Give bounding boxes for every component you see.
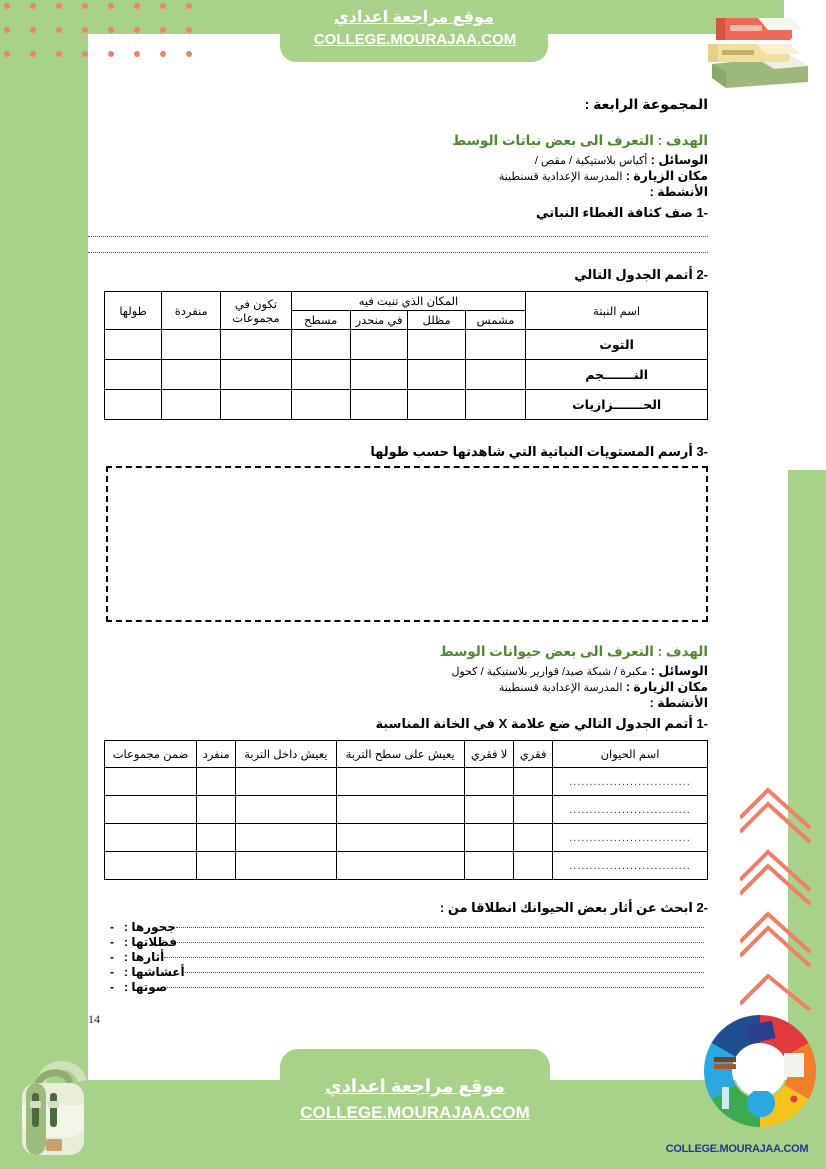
- table-row: [105, 852, 708, 880]
- section1-means: [88, 152, 708, 167]
- table-row: [105, 796, 708, 824]
- section1-visit: [88, 168, 708, 183]
- bullet-dash: -: [110, 935, 114, 949]
- section2-question-1: [88, 716, 708, 732]
- section1-question-2: [88, 267, 708, 283]
- plant-answer-cell[interactable]: [350, 330, 408, 360]
- decoration-dot: [108, 3, 114, 9]
- decoration-dot: [82, 51, 88, 57]
- animals-table: [104, 740, 708, 880]
- animal-checkbox-cell[interactable]: [336, 796, 464, 824]
- plant-answer-cell[interactable]: [350, 390, 408, 420]
- bullet-label: أعشاشها :: [124, 965, 185, 979]
- plant-answer-cell[interactable]: [291, 390, 350, 420]
- decoration-dot: [108, 51, 114, 57]
- table-row: [105, 824, 708, 852]
- section-animals: [88, 644, 708, 994]
- bullet-answer-line[interactable]: [185, 972, 704, 973]
- bullet-answer-line[interactable]: [167, 987, 704, 988]
- plant-answer-cell[interactable]: [291, 330, 350, 360]
- plant-answer-cell[interactable]: [105, 330, 162, 360]
- animal-checkbox-cell[interactable]: [197, 852, 236, 880]
- drawing-answer-box[interactable]: [106, 466, 708, 622]
- animal-checkbox-cell[interactable]: [197, 768, 236, 796]
- decoration-dot: [160, 51, 166, 57]
- page-number: 14: [88, 1012, 100, 1026]
- footer-site-url: COLLEGE.MOURAJAA.COM: [300, 1103, 530, 1122]
- decoration-dot: [30, 27, 36, 33]
- education-logo-icon: [696, 1007, 824, 1135]
- section1-q1-text: صف كثافة الغطاء النباتي: [536, 205, 693, 220]
- plant-answer-cell[interactable]: [465, 390, 526, 420]
- stacked-books-illustration: [696, 8, 812, 94]
- plant-name-cell: التوت: [526, 330, 708, 360]
- plant-answer-cell[interactable]: [465, 360, 526, 390]
- section2-means-label: الوسائل :: [650, 664, 708, 678]
- animals-col-6: ضمن مجموعات: [105, 741, 197, 768]
- section1-visit-value: المدرسة الإعدادية قسنطينة: [498, 171, 623, 183]
- animals-table-header-row: [105, 741, 708, 768]
- bullet-label: أثارها :: [124, 950, 165, 964]
- animal-checkbox-cell[interactable]: [236, 768, 336, 796]
- section2-means-value: مكبرة / شبكة صيد/ قوارير بلاستيكية / كحول: [451, 666, 648, 678]
- plant-answer-cell[interactable]: [465, 330, 526, 360]
- plant-name-cell: الحـــــــزازيات: [526, 390, 708, 420]
- bullet-answer-line[interactable]: [176, 927, 704, 928]
- animal-checkbox-cell[interactable]: [336, 824, 464, 852]
- animal-checkbox-cell[interactable]: [105, 852, 197, 880]
- answer-line-1a[interactable]: [88, 235, 708, 237]
- table-row: [105, 330, 708, 360]
- footer-site-name: موقع مراجعة اعدادي: [325, 1076, 505, 1096]
- plant-answer-cell[interactable]: [105, 360, 162, 390]
- decoration-dot: [56, 27, 62, 33]
- header-site-url: COLLEGE.MOURAJAA.COM: [313, 31, 517, 48]
- animal-checkbox-cell[interactable]: [105, 796, 197, 824]
- animal-checkbox-cell[interactable]: [464, 824, 513, 852]
- decoration-dot: [82, 3, 88, 9]
- chevron-decoration: [740, 770, 826, 1010]
- section2-q1-number: 1-: [696, 716, 708, 731]
- decoration-dot: [186, 3, 192, 9]
- plant-answer-cell[interactable]: [105, 390, 162, 420]
- plants-place-sunny: مشمس: [465, 311, 526, 330]
- list-item: [104, 980, 708, 994]
- trace-bullet-list: [104, 920, 708, 994]
- animal-name-input-cell[interactable]: ..............................: [553, 852, 708, 880]
- bullet-answer-line[interactable]: [164, 957, 704, 958]
- plant-answer-cell[interactable]: [291, 360, 350, 390]
- decoration-dot: [82, 27, 88, 33]
- list-item: [104, 935, 708, 949]
- animals-col-4: يعيش داخل التربة: [236, 741, 336, 768]
- decoration-dot: [4, 27, 10, 33]
- bullet-dash: -: [110, 980, 114, 994]
- animal-checkbox-cell[interactable]: [105, 824, 197, 852]
- decoration-dot: [56, 51, 62, 57]
- worksheet-content: [88, 96, 708, 995]
- animals-col-2: لا فقري: [464, 741, 513, 768]
- plants-col-length: طولها: [105, 292, 162, 330]
- section1-q1-number: 1-: [696, 205, 708, 220]
- section2-visit: [88, 679, 708, 694]
- animal-checkbox-cell[interactable]: [464, 768, 513, 796]
- group-title: المجموعة الرابعة :: [584, 96, 708, 112]
- decoration-dot: [160, 27, 166, 33]
- plants-col-place-group: المكان الذي تنبت فيه: [291, 292, 526, 311]
- section1-q3-text: أرسم المستويات النباتية التي شاهدتها حسب طولها: [370, 444, 693, 459]
- animal-checkbox-cell[interactable]: [514, 852, 553, 880]
- bullet-label: جحورها :: [124, 920, 176, 934]
- bullet-dash: -: [110, 920, 114, 934]
- plant-answer-cell[interactable]: [221, 390, 291, 420]
- animal-checkbox-cell[interactable]: [336, 852, 464, 880]
- section2-goal: الهدف : التعرف الى بعض حيوانات الوسط: [439, 644, 708, 659]
- animals-col-1: فقري: [514, 741, 553, 768]
- section1-means-label: الوسائل :: [650, 153, 708, 167]
- decoration-dot: [30, 51, 36, 57]
- section2-q2-number: 2-: [696, 900, 708, 915]
- decoration-dot: [56, 3, 62, 9]
- plants-col-name: اسم النبتة: [526, 292, 708, 330]
- section1-q3-number: 3-: [696, 444, 708, 459]
- section1-visit-label: مكان الزيارة :: [625, 169, 708, 183]
- animal-checkbox-cell[interactable]: [336, 768, 464, 796]
- section1-activities-label: الأنشطة :: [649, 185, 708, 199]
- animal-checkbox-cell[interactable]: [514, 768, 553, 796]
- animal-checkbox-cell[interactable]: [514, 796, 553, 824]
- section2-question-2: [88, 900, 708, 916]
- section1-q2-number: 2-: [696, 267, 708, 282]
- header-site-name: موقع مراجعة اعدادي: [334, 9, 494, 26]
- section2-activities-label: الأنشطة :: [649, 696, 708, 710]
- list-item: [104, 920, 708, 934]
- plant-answer-cell[interactable]: [221, 360, 291, 390]
- section1-q2-text: أتمم الجدول التالي: [574, 267, 693, 282]
- plant-answer-cell[interactable]: [350, 360, 408, 390]
- section2-q2-text: ابحث عن أثار بعض الحيوانك انطلاقا من :: [439, 900, 693, 915]
- plant-answer-cell[interactable]: [162, 330, 221, 360]
- decoration-dot: [30, 3, 36, 9]
- animal-checkbox-cell[interactable]: [514, 824, 553, 852]
- list-item: [104, 950, 708, 964]
- table-row: [105, 360, 708, 390]
- plant-answer-cell[interactable]: [408, 390, 465, 420]
- plant-name-cell: النـــــــجم: [526, 360, 708, 390]
- list-item: [104, 965, 708, 979]
- decoration-dot: [186, 27, 192, 33]
- bullet-answer-line[interactable]: [177, 942, 704, 943]
- animal-checkbox-cell[interactable]: [197, 824, 236, 852]
- animal-checkbox-cell[interactable]: [236, 824, 336, 852]
- decoration-dot: [134, 27, 140, 33]
- dot-pattern-decoration: [0, 0, 215, 58]
- animal-checkbox-cell[interactable]: [236, 796, 336, 824]
- decoration-dot: [186, 51, 192, 57]
- table-row: [105, 390, 708, 420]
- answer-line-1b[interactable]: [88, 251, 708, 253]
- decoration-dot: [160, 3, 166, 9]
- plants-place-shaded: مظلل: [408, 311, 465, 330]
- animal-checkbox-cell[interactable]: [236, 852, 336, 880]
- left-green-band: [0, 0, 88, 1110]
- bullet-dash: -: [110, 950, 114, 964]
- animal-checkbox-cell[interactable]: [464, 796, 513, 824]
- animals-col-5: منفرد: [197, 741, 236, 768]
- plants-table: [104, 291, 708, 420]
- bullet-dash: -: [110, 965, 114, 979]
- animal-name-input-cell[interactable]: ..............................: [553, 824, 708, 852]
- section2-means: [88, 663, 708, 678]
- backpack-illustration: [8, 1053, 128, 1163]
- bullet-label: فظلاتها :: [124, 935, 177, 949]
- animals-col-3: يعيش على سطح التربة: [336, 741, 464, 768]
- section2-q1-text: أتمم الجدول التالي ضع علامة X في الخانة المناسبة: [375, 716, 693, 731]
- plant-answer-cell[interactable]: [408, 330, 465, 360]
- section1-question-1: [88, 205, 708, 221]
- decoration-dot: [4, 3, 10, 9]
- decoration-dot: [134, 51, 140, 57]
- plant-answer-cell[interactable]: [408, 360, 465, 390]
- section2-visit-label: مكان الزيارة :: [625, 680, 708, 694]
- animal-name-input-cell[interactable]: ..............................: [553, 768, 708, 796]
- plants-col-groups: تكون في مجموعات: [221, 292, 291, 330]
- logo-caption: COLLEGE.MOURAJAA.COM: [665, 1143, 809, 1155]
- plant-answer-cell[interactable]: [162, 360, 221, 390]
- decoration-dot: [108, 27, 114, 33]
- plants-place-slope: في منحدر: [350, 311, 408, 330]
- animal-checkbox-cell[interactable]: [197, 796, 236, 824]
- plants-col-single: منفردة: [162, 292, 221, 330]
- section1-question-3: [88, 444, 708, 460]
- table-row: [105, 768, 708, 796]
- section2-visit-value: المدرسة الإعدادية قسنطينة: [498, 682, 623, 694]
- plant-answer-cell[interactable]: [221, 330, 291, 360]
- section1-goal: الهدف : التعرف الى بعض نباتات الوسط: [452, 133, 708, 148]
- bullet-label: صوتها :: [124, 980, 168, 994]
- plants-place-flat: مسطح: [291, 311, 350, 330]
- decoration-dot: [4, 51, 10, 57]
- plants-table-header-row-1: [105, 292, 708, 311]
- section1-means-value: أكياس بلاستيكية / مقص /: [534, 155, 648, 167]
- plant-answer-cell[interactable]: [162, 390, 221, 420]
- animal-checkbox-cell[interactable]: [105, 768, 197, 796]
- animals-col-name: اسم الحيوان: [553, 741, 708, 768]
- decoration-dot: [134, 3, 140, 9]
- section-plants: [88, 133, 708, 622]
- animal-checkbox-cell[interactable]: [464, 852, 513, 880]
- animal-name-input-cell[interactable]: ..............................: [553, 796, 708, 824]
